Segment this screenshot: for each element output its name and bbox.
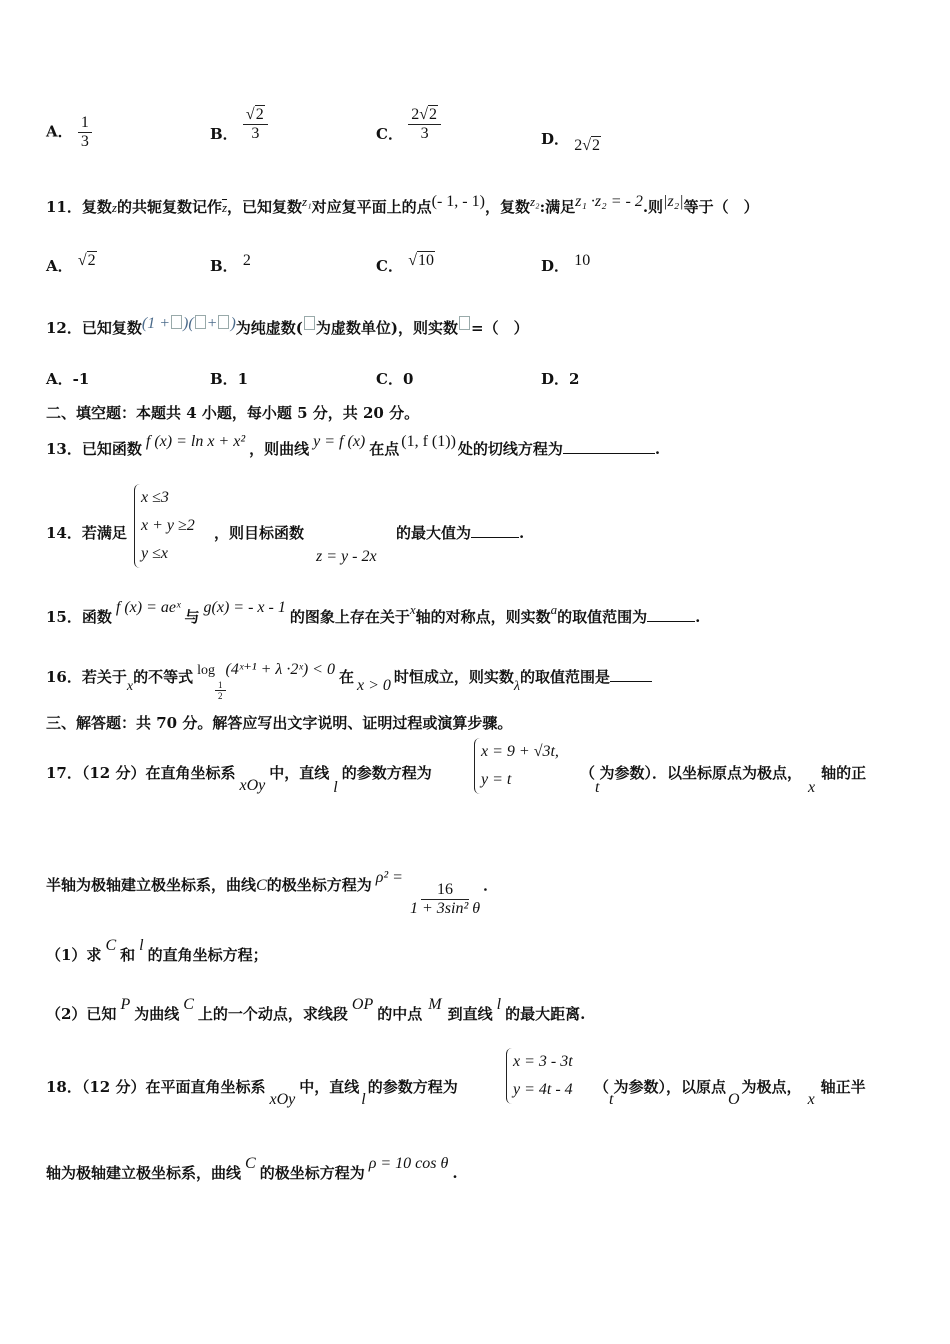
fraction: $\frac{1}{3}$ xyxy=(78,114,92,151)
q11-option-b: B． 2 xyxy=(210,252,251,275)
q10-option-b xyxy=(210,106,268,143)
q17-stem-1: 17．（12 分）在直角坐标系xOy中，直线l的参数方程为 xyxy=(46,764,432,796)
q14-constraints: x ≤3 x + y ≥2 y ≤x xyxy=(134,484,195,568)
q17-stem-3: 半轴为极轴建立极坐标系，曲线C的极坐标方程为 ρ² = $\frac{16}{\text{1 + 3sin² θ}}$ ． xyxy=(46,869,499,917)
section-heading-answer: 三、解答题：共 70 分。解答应写出文字说明、证明过程或演算步骤。 xyxy=(46,714,513,732)
q17-parametric-eq: x = 9 + √3t, y = t xyxy=(474,738,559,794)
section-heading-fill: 二、填空题：本题共 4 小题，每小题 5 分，共 20 分。 xyxy=(46,404,420,422)
q12-option-a: A．-1 xyxy=(46,370,90,388)
q11-option-a: A． √2 xyxy=(46,252,96,275)
q14-stem: ，则目标函数 xyxy=(214,524,305,542)
option-label: C． xyxy=(376,124,403,143)
q11-option-d: D． 10 xyxy=(541,252,591,275)
fraction: $\frac{16}{\text{1 + 3sin² θ}}$ xyxy=(409,881,481,917)
q16-stem: 16．若关于x的不等式 log $\frac{1}{2}$ (4ˣ⁺¹ + λ ·2ˣ) < 0 在 x > 0 时恒成立，则实数λ的取值范围是 xyxy=(46,666,652,709)
q18-parametric-eq: x = 3 - 3t y = 4t - 4 xyxy=(506,1048,573,1104)
option-label: A． xyxy=(46,122,73,141)
q18-stem-3: 轴为极轴建立极坐标系，曲线C的极坐标方程为ρ = 10 cos θ. xyxy=(46,1155,458,1182)
q17-stem-2: （t为参数）．以坐标原点为极点，x轴的正 xyxy=(580,764,867,796)
q10-option-d: D． 2√2 xyxy=(541,130,601,154)
q10-option-a xyxy=(46,114,92,151)
q12-option-d: D．2 xyxy=(541,370,580,388)
q17-part-2: （2）已知P为曲线C上的一个动点，求线段OP的中点M到直线l的最大距离. xyxy=(46,996,586,1023)
q18-stem-2: （t为参数），以原点O为极点，x轴正半 xyxy=(594,1078,866,1108)
q12-option-b: B．1 xyxy=(210,370,249,388)
option-label: D． xyxy=(541,130,570,148)
q14-tail: 的最大值为 . xyxy=(396,524,525,542)
q17-part-1: （1）求C和l的直角坐标方程； xyxy=(46,937,268,964)
q15-stem: 15．函数f (x) = aeˣ与g(x) = - x - 1的图象上存在关于x轴的对称点，则实数a的取值范围为 . xyxy=(46,599,701,626)
q14-label: 14．若满足 xyxy=(46,524,127,542)
q18-stem-1: 18．（12 分）在平面直角坐标系xOy中，直线l的参数方程为 xyxy=(46,1078,458,1108)
q14-objective: z = y - 2x xyxy=(316,548,377,565)
fraction: $\frac{2√2}{3}$ xyxy=(408,106,441,143)
q13-stem: 13．已知函数 f (x) = ln x + x² ，则曲线 y = f (x) 在点 (1, f (1)) 处的切线方程为 . xyxy=(46,433,661,458)
q10-option-c xyxy=(376,106,441,143)
q11-stem: 11．复数z的共轭复数记作$\overline{z}$，已知复数z₁对应复平面上的点(- 1, - 1)，复数z₂:满足z₁ ·z₂ = - 2.则|z₂|等于（ ） xyxy=(46,193,759,216)
q12-option-c: C．0 xyxy=(376,370,414,388)
q12-stem: 12．已知复数(1 + )( + )为纯虚数( 为虚数单位)，则实数 =（ ） xyxy=(46,315,529,337)
option-label: B． xyxy=(210,124,238,143)
fraction: $\frac{√2}{3}$ xyxy=(243,106,268,143)
q11-option-c: C． √10 xyxy=(376,252,434,275)
